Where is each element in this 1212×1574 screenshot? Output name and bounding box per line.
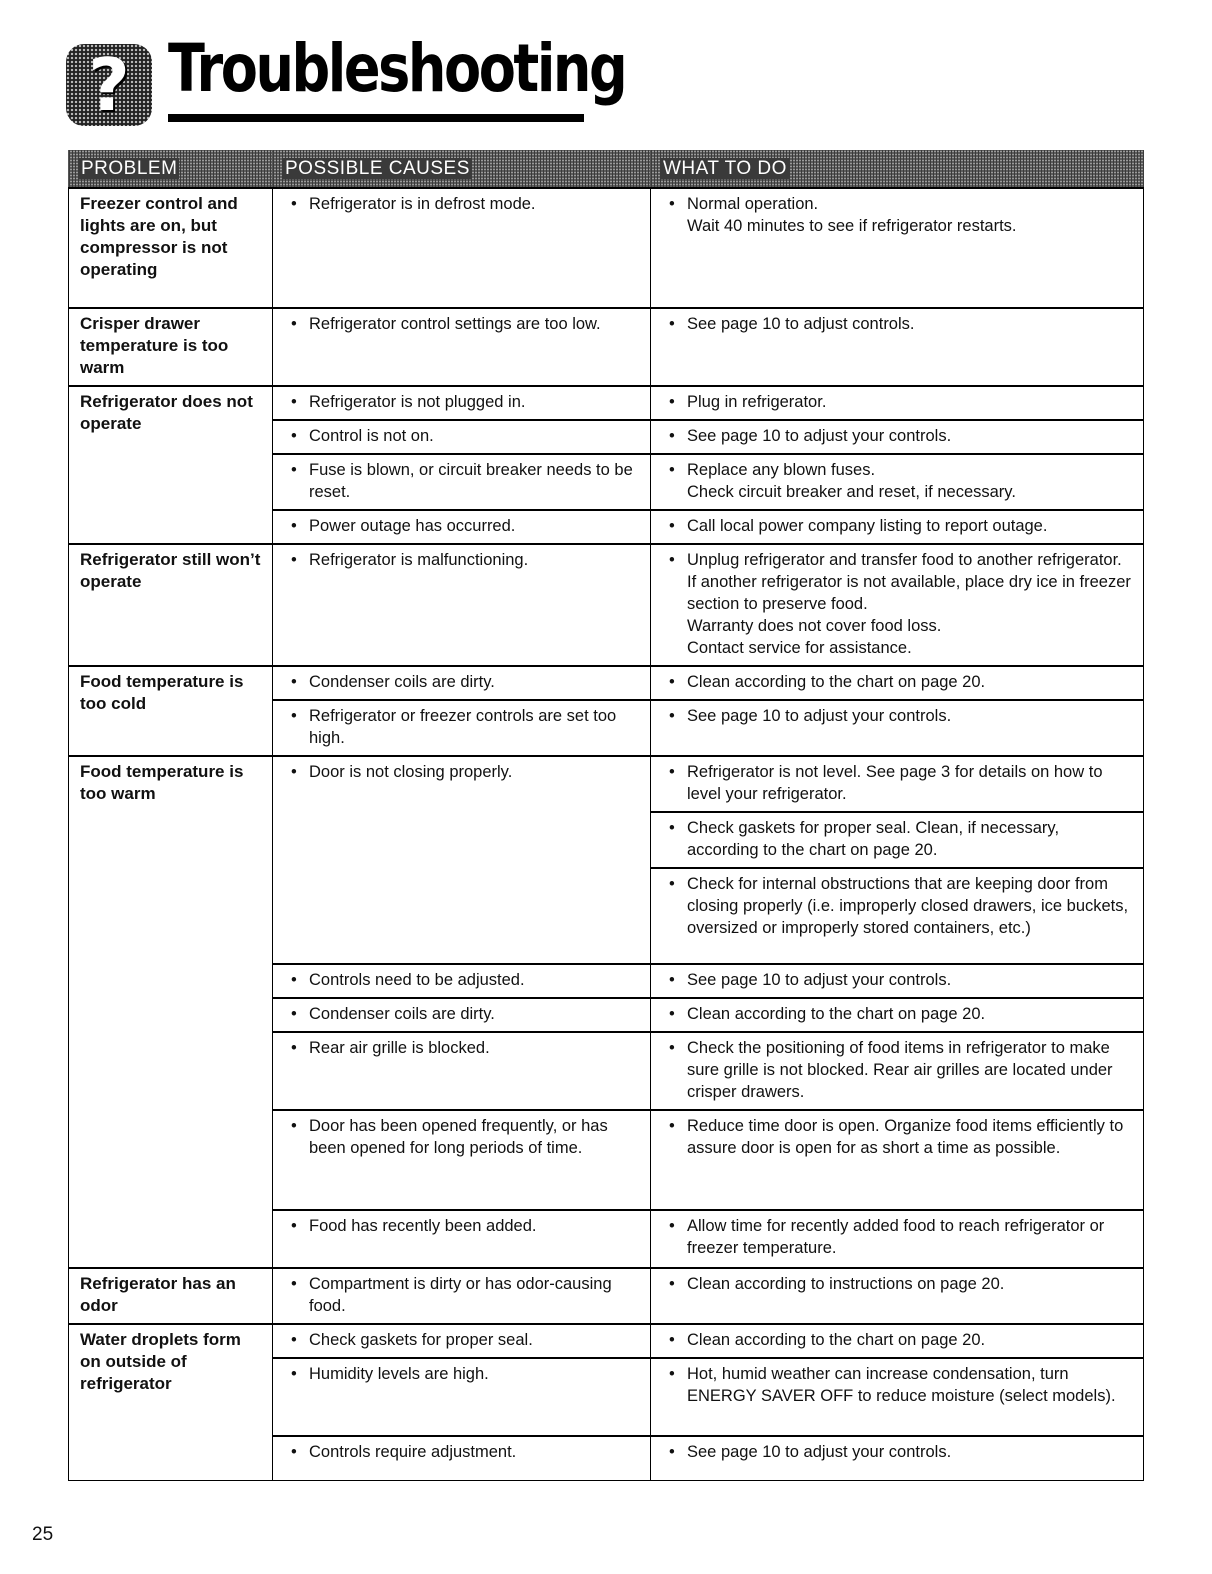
what-to-do-text: • Refrigerator is not level. See page 3 for details on how to level your refrigerator. [687, 763, 1103, 803]
table-body [69, 188, 1144, 1480]
cause-item [291, 391, 642, 413]
what-to-do-text: • Check for internal obstructions that are keeping door from closing properly (i.e. improperly closed drawers, ice buckets, oversized or improperly stored containers, etc.) [687, 875, 1129, 937]
what-to-do-item [669, 761, 1135, 805]
cause-text: • Check gaskets for proper seal. [309, 1331, 533, 1349]
what-to-do-item [669, 515, 1135, 537]
what-to-do-cell [651, 1268, 1144, 1324]
what-to-do-text: • Check the positioning of food items in refrigerator to make sure grille is not blocked. Rear air grilles are located under crisper drawers. [687, 1039, 1113, 1101]
cause-item [291, 549, 642, 571]
what-to-do-text: • See page 10 to adjust your controls. [687, 707, 952, 725]
what-to-do-item [669, 1003, 1135, 1025]
cause-text: • Refrigerator is malfunctioning. [309, 551, 529, 569]
what-to-do-text: • Check gaskets for proper seal. Clean, if necessary, according to the chart on page 20. [687, 819, 1060, 859]
what-to-do-item [669, 1273, 1135, 1295]
what-to-do-item [669, 1329, 1135, 1351]
what-to-do-item [669, 817, 1135, 861]
cause-item [291, 1215, 642, 1237]
what-to-do-text: • Call local power company listing to report outage. [687, 517, 1048, 535]
cause-text: • Condenser coils are dirty. [309, 673, 495, 691]
cause-cell [273, 1358, 651, 1436]
what-to-do-cell [651, 510, 1144, 544]
cause-cell [273, 454, 651, 510]
what-to-do-item [669, 313, 1135, 335]
problem-cell: Refrigerator does not operate [69, 386, 273, 544]
what-to-do-text: • Replace any blown fuses. [687, 461, 876, 479]
what-to-do-cell [651, 964, 1144, 998]
column-header-possible-causes: POSSIBLE CAUSES [273, 150, 651, 188]
table-row [69, 666, 1144, 700]
table-row [69, 1268, 1144, 1324]
what-to-do-item [669, 1115, 1135, 1159]
table-row [69, 544, 1144, 666]
what-to-do-cell [651, 868, 1144, 964]
what-to-do-text: Contact service for assistance. [687, 639, 912, 657]
cause-cell [273, 1436, 651, 1480]
cause-item [291, 1273, 642, 1317]
what-to-do-cell [651, 386, 1144, 420]
what-to-do-cell [651, 812, 1144, 868]
what-to-do-text: • Allow time for recently added food to reach refrigerator or freezer temperature. [687, 1217, 1105, 1257]
cause-item [291, 705, 642, 749]
cause-item [291, 1329, 642, 1351]
what-to-do-text: • Clean according to the chart on page 20. [687, 1331, 986, 1349]
what-to-do-item [669, 549, 1135, 659]
what-to-do-text: • Reduce time door is open. Organize food items efficiently to assure door is open for as short a time as possible. [687, 1117, 1124, 1157]
what-to-do-text: • Hot, humid weather can increase condensation, turn ENERGY SAVER OFF to reduce moisture (select models). [687, 1365, 1116, 1405]
cause-cell [273, 998, 651, 1032]
cause-cell [273, 544, 651, 666]
what-to-do-cell [651, 1032, 1144, 1110]
cause-text: • Refrigerator is not plugged in. [309, 393, 526, 411]
cause-cell [273, 386, 651, 420]
what-to-do-text: Warranty does not cover food loss. [687, 617, 942, 635]
table-row [69, 188, 1144, 308]
cause-cell [273, 188, 651, 308]
cause-text: • Door has been opened frequently, or has been opened for long periods of time. [309, 1117, 608, 1157]
what-to-do-item [669, 671, 1135, 693]
what-to-do-item [669, 1215, 1135, 1259]
what-to-do-cell [651, 700, 1144, 756]
what-to-do-cell [651, 1110, 1144, 1210]
cause-text: • Fuse is blown, or circuit breaker needs to be reset. [309, 461, 633, 501]
cause-item [291, 1037, 642, 1059]
what-to-do-text: • Plug in refrigerator. [687, 393, 827, 411]
cause-item [291, 459, 642, 503]
column-header-what-to-do: WHAT TO DO [651, 150, 1144, 188]
cause-cell [273, 1210, 651, 1268]
what-to-do-text: • Unplug refrigerator and transfer food to another refrigerator. If another refrigerator is not available, place dry ice in freezer section to preserve food. [687, 551, 1131, 613]
what-to-do-cell [651, 420, 1144, 454]
what-to-do-cell [651, 1210, 1144, 1268]
cause-text: • Refrigerator control settings are too low. [309, 315, 601, 333]
cause-cell [273, 756, 651, 964]
what-to-do-cell [651, 544, 1144, 666]
what-to-do-text: • Normal operation. [687, 195, 819, 213]
cause-cell [273, 1324, 651, 1358]
what-to-do-cell [651, 1436, 1144, 1480]
cause-text: • Controls require adjustment. [309, 1443, 517, 1461]
cause-item [291, 1115, 642, 1159]
cause-item [291, 1003, 642, 1025]
cause-item [291, 515, 642, 537]
what-to-do-item [669, 425, 1135, 447]
cause-cell [273, 1032, 651, 1110]
what-to-do-cell [651, 1324, 1144, 1358]
troubleshooting-table [68, 150, 1144, 1481]
cause-text: • Refrigerator is in defrost mode. [309, 195, 536, 213]
what-to-do-item [669, 1441, 1135, 1463]
problem-cell: Food temperature is too warm [69, 756, 273, 1268]
cause-text: • Humidity levels are high. [309, 1365, 489, 1383]
question-mark-icon: ? [66, 44, 152, 126]
cause-item [291, 193, 642, 215]
cause-cell [273, 700, 651, 756]
cause-text: • Rear air grille is blocked. [309, 1039, 490, 1057]
what-to-do-text: Check circuit breaker and reset, if necessary. [687, 483, 1016, 501]
problem-cell: Crisper drawer temperature is too warm [69, 308, 273, 386]
problem-cell: Water droplets form on outside of refrigerator [69, 1324, 273, 1480]
page-title: Troubleshooting [168, 30, 626, 107]
what-to-do-item [669, 969, 1135, 991]
cause-cell [273, 964, 651, 998]
problem-cell: Refrigerator still won’t operate [69, 544, 273, 666]
problem-cell: Refrigerator has an odor [69, 1268, 273, 1324]
problem-cell: Freezer control and lights are on, but compressor is not operating [69, 188, 273, 308]
cause-item [291, 1363, 642, 1385]
cause-item [291, 969, 642, 991]
cause-item [291, 761, 642, 783]
what-to-do-item [669, 391, 1135, 413]
cause-item [291, 1441, 642, 1463]
what-to-do-item [669, 705, 1135, 727]
what-to-do-item [669, 1363, 1135, 1407]
cause-cell [273, 308, 651, 386]
what-to-do-cell [651, 756, 1144, 812]
table-row [69, 386, 1144, 420]
what-to-do-cell [651, 1358, 1144, 1436]
what-to-do-text: • Clean according to the chart on page 20. [687, 673, 986, 691]
cause-text: • Door is not closing properly. [309, 763, 513, 781]
what-to-do-item [669, 459, 1135, 503]
cause-item [291, 671, 642, 693]
page-number: 25 [32, 1524, 54, 1545]
cause-cell [273, 1268, 651, 1324]
what-to-do-item [669, 873, 1135, 939]
problem-cell: Food temperature is too cold [69, 666, 273, 756]
cause-text: • Refrigerator or freezer controls are set too high. [309, 707, 617, 747]
table-header-row [69, 150, 1144, 188]
what-to-do-cell [651, 998, 1144, 1032]
cause-cell [273, 510, 651, 544]
what-to-do-cell [651, 666, 1144, 700]
table-row [69, 1324, 1144, 1358]
what-to-do-text: • Clean according to instructions on page 20. [687, 1275, 1005, 1293]
what-to-do-item [669, 193, 1135, 237]
what-to-do-text: • See page 10 to adjust your controls. [687, 427, 952, 445]
cause-text: • Controls need to be adjusted. [309, 971, 525, 989]
cause-cell [273, 420, 651, 454]
what-to-do-text: • Clean according to the chart on page 20. [687, 1005, 986, 1023]
cause-text: • Condenser coils are dirty. [309, 1005, 495, 1023]
cause-text: • Food has recently been added. [309, 1217, 537, 1235]
cause-text: • Power outage has occurred. [309, 517, 516, 535]
column-header-problem: PROBLEM [69, 150, 273, 188]
what-to-do-text: • See page 10 to adjust controls. [687, 315, 915, 333]
what-to-do-cell [651, 188, 1144, 308]
cause-item [291, 313, 642, 335]
cause-item [291, 425, 642, 447]
table-row [69, 308, 1144, 386]
what-to-do-text: • See page 10 to adjust your controls. [687, 1443, 952, 1461]
what-to-do-text: Wait 40 minutes to see if refrigerator restarts. [687, 217, 1017, 235]
what-to-do-item [669, 1037, 1135, 1103]
title-underline [168, 114, 584, 122]
cause-text: • Compartment is dirty or has odor-causing food. [309, 1275, 612, 1315]
cause-text: • Control is not on. [309, 427, 434, 445]
table-row [69, 756, 1144, 812]
cause-cell [273, 666, 651, 700]
what-to-do-text: • See page 10 to adjust your controls. [687, 971, 952, 989]
cause-cell [273, 1110, 651, 1210]
what-to-do-cell [651, 308, 1144, 386]
what-to-do-cell [651, 454, 1144, 510]
